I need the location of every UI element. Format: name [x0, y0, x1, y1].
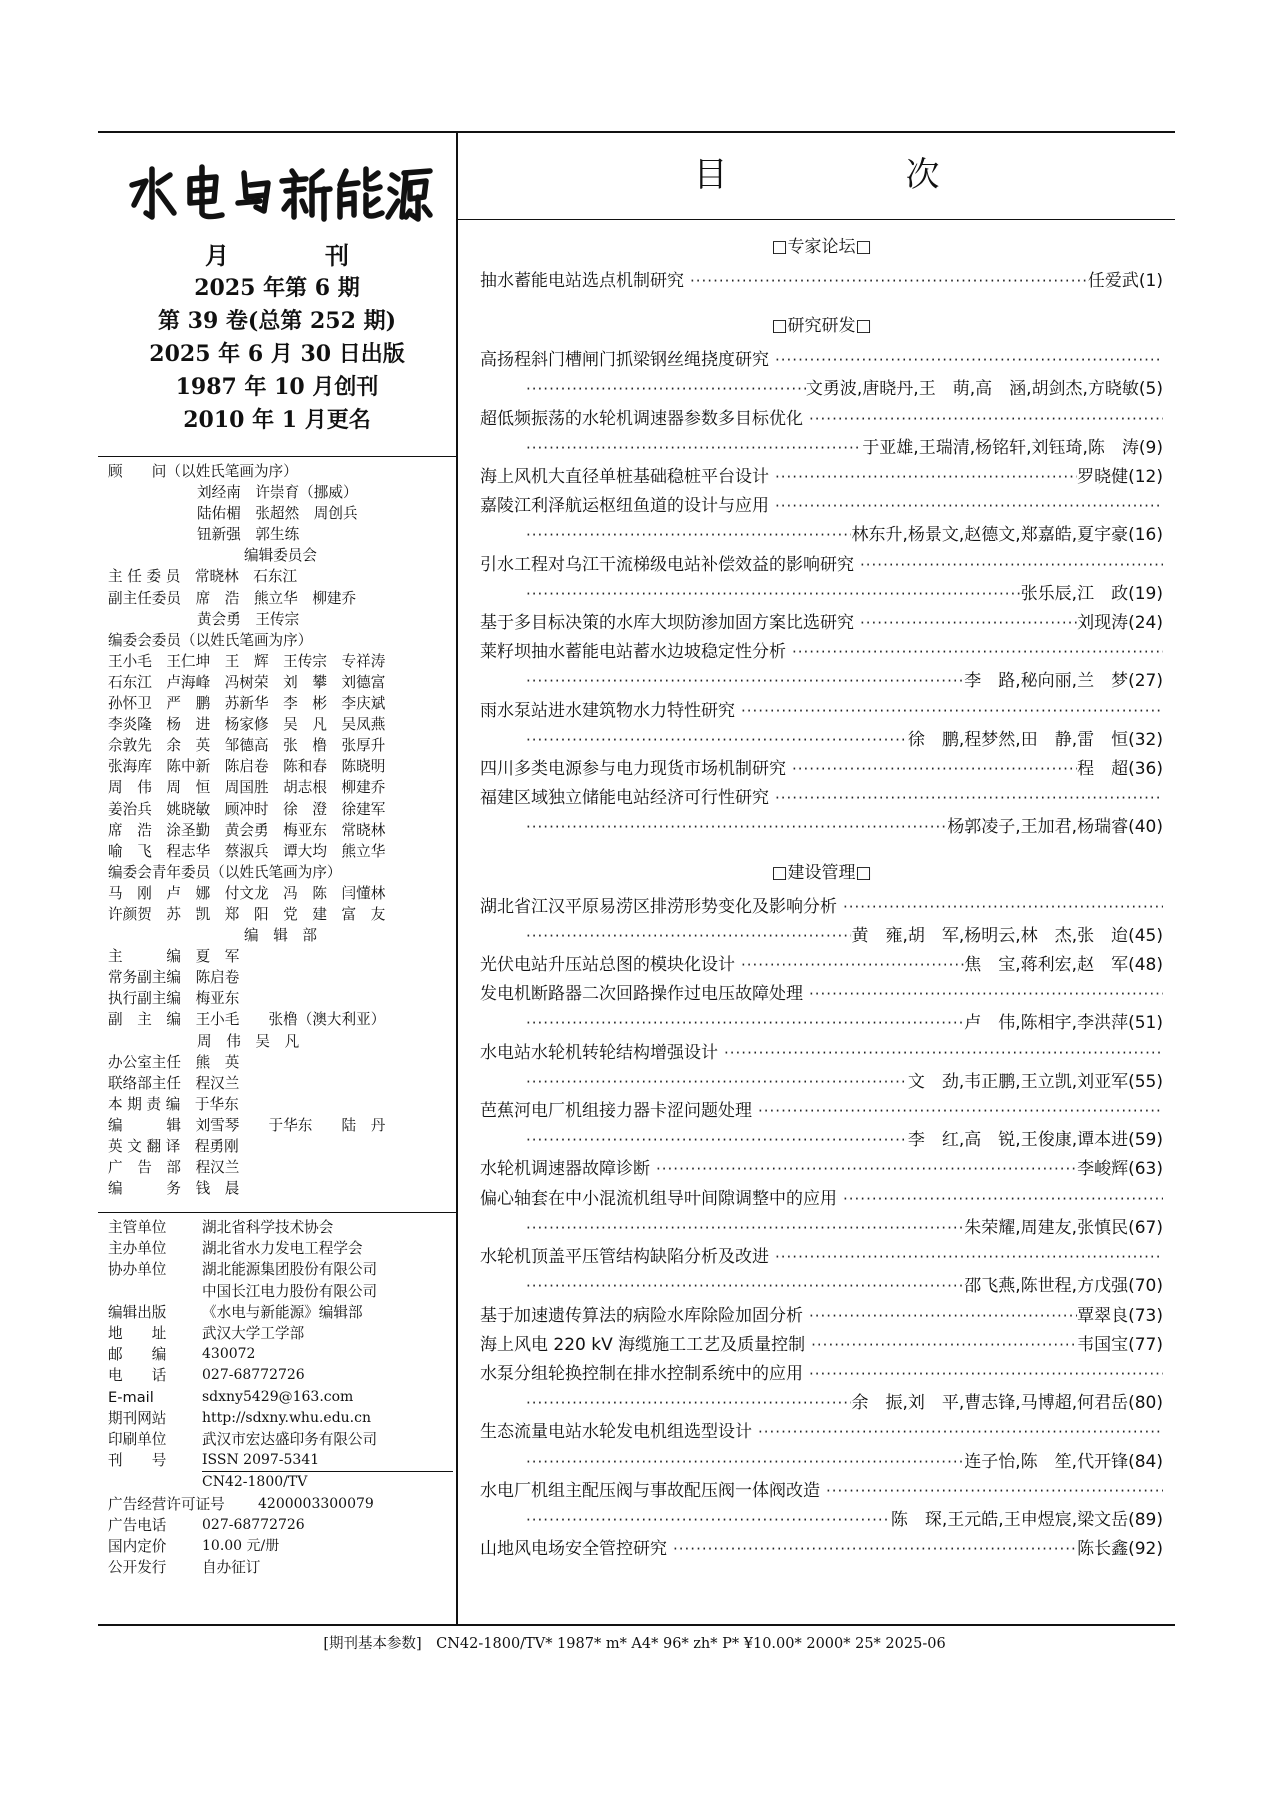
board-line: 副主任委员 席 浩 熊立华 柳建乔 — [108, 589, 357, 607]
board-line: 顾 问（以姓氏笔画为序） — [108, 463, 298, 480]
article-title: 水泵分组轮换控制在排水控制系统中的应用 — [480, 1363, 803, 1384]
imprint-value: 430072 — [202, 1346, 256, 1363]
imprint-value: 自办征订 — [202, 1559, 261, 1577]
imprint-label: E-mail — [108, 1388, 154, 1406]
article-authors-page: 卢 伟,陈相宇,李洪萍(51) — [964, 1013, 1163, 1034]
imprint-value: 027-68772726 — [202, 1516, 305, 1533]
leader-dots — [650, 1155, 1077, 1184]
leader-dots — [520, 726, 908, 755]
article-title: 抽水蓄能电站选点机制研究 — [480, 271, 684, 291]
board-line: 钮新强 郭生练 — [197, 526, 300, 544]
toc-entry[interactable] — [480, 1360, 1163, 1418]
article-title: 生态流量电站水轮发电机组选型设计 — [480, 1422, 752, 1443]
imprint-value: 《水电与新能源》编辑部 — [202, 1303, 363, 1321]
imprint-label: 地 址 — [108, 1325, 167, 1343]
imprint-label: 邮 编 — [108, 1346, 167, 1364]
leader-dots — [520, 667, 964, 696]
article-authors-page: 邵飞燕,陈世程,方戊强(70) — [964, 1276, 1163, 1297]
board-line: 编 务 钱 晨 — [108, 1180, 240, 1198]
board-line: 佘敦先 余 英 邹德高 张 橹 张厚升 — [108, 737, 386, 755]
imprint-value: CN42-1800/TV — [202, 1474, 308, 1491]
imprint — [108, 1217, 453, 1578]
leader-dots — [735, 951, 964, 980]
leader-dots — [520, 1506, 891, 1535]
article-authors-page: 徐 鹏,程梦然,田 静,雷 恒(32) — [907, 729, 1163, 750]
editorial-board — [108, 461, 453, 1199]
frequency: 月 刊 — [205, 241, 385, 270]
board-line: 编 辑 部 — [244, 927, 317, 945]
leader-dots — [520, 1389, 851, 1418]
imprint-row — [108, 1515, 453, 1536]
leader-dots — [854, 609, 1077, 638]
article-authors-page: 李 红,高 锐,王俊康,谭本进(59) — [907, 1130, 1163, 1151]
imprint-value: ISSN 2097-5341 — [202, 1450, 453, 1472]
leader-dots — [820, 1477, 1163, 1506]
imprint-label: 公开发行 — [108, 1559, 167, 1577]
leader-dots — [769, 784, 1163, 813]
imprint-label: 编辑出版 — [108, 1303, 167, 1321]
leader-dots — [520, 1214, 964, 1243]
imprint-label: 广告电话 — [108, 1516, 167, 1534]
imprint-row — [108, 1323, 453, 1344]
imprint-row — [108, 1450, 453, 1472]
leader-dots — [520, 1448, 964, 1477]
section-gap — [480, 296, 1163, 306]
toc-entry[interactable] — [480, 1477, 1163, 1535]
board-line: 马 刚 卢 娜 付文龙 冯 陈 闫懂林 — [108, 884, 386, 902]
imprint-value: 湖北省水力发电工程学会 — [202, 1240, 363, 1258]
imprint-value: 中国长江电力股份有限公司 — [202, 1282, 378, 1300]
article-authors-page: 文 劲,韦正鹏,王立凯,刘亚军(55) — [907, 1071, 1163, 1092]
leader-dots — [769, 1243, 1163, 1272]
article-title: 芭蕉河电厂机组接力器卡涩问题处理 — [480, 1101, 752, 1122]
board-line: 办公室主任 熊 英 — [108, 1053, 240, 1071]
article-authors-page: 张乐辰,江 政(19) — [1020, 583, 1163, 604]
article-authors-page: 韦国宝(77) — [1077, 1334, 1163, 1355]
board-line: 主 编 夏 军 — [108, 948, 240, 966]
left-column — [98, 131, 456, 1626]
imprint-label — [108, 1281, 202, 1302]
article-authors-page: 朱荣耀,周建友,张慎民(67) — [964, 1217, 1163, 1238]
toc-entry[interactable] — [480, 1418, 1163, 1476]
imprint-value: 武汉大学工学部 — [202, 1325, 305, 1343]
imprint-label: 广告经营许可证号 — [108, 1495, 225, 1513]
toc-section-title: □研究研发□ — [771, 316, 872, 337]
article-authors-page: 覃翠良(73) — [1077, 1305, 1163, 1326]
toc-entry[interactable] — [480, 609, 1163, 638]
toc-entry[interactable] — [480, 551, 1163, 609]
article-authors-page: 于亚雄,王瑞清,杨铭轩,刘钰琦,陈 涛(9) — [862, 437, 1163, 458]
article-title: 基于多目标决策的水库大坝防渗加固方案比选研究 — [480, 613, 854, 634]
article-authors-page: 罗晓健(12) — [1077, 467, 1163, 488]
toc-entry[interactable] — [480, 492, 1163, 550]
leader-dots — [803, 1302, 1077, 1331]
article-authors-page: 程 超(36) — [1077, 759, 1163, 780]
toc-entry[interactable] — [480, 405, 1163, 463]
imprint-row — [108, 1281, 453, 1302]
article-title: 雨水泵站进水建筑物水力特性研究 — [480, 700, 735, 721]
leader-dots — [520, 580, 1021, 609]
imprint-label: 主办单位 — [108, 1240, 167, 1258]
toc-entry[interactable] — [480, 1039, 1163, 1097]
imprint-label: 期刊网站 — [108, 1409, 167, 1427]
article-authors-page: 杨郭凌子,王加君,杨瑞睿(40) — [947, 817, 1163, 838]
toc-entry[interactable] — [480, 893, 1163, 951]
board-line: 席 浩 涂圣勤 黄会勇 梅亚东 常晓林 — [108, 821, 386, 839]
divider — [98, 1212, 456, 1213]
divider — [458, 219, 1175, 220]
article-title: 水电厂机组主配压阀与事故配压阀一体阀改造 — [480, 1480, 820, 1501]
toc-entry[interactable] — [480, 463, 1163, 492]
toc-entry[interactable] — [480, 755, 1163, 784]
toc-entry[interactable] — [480, 784, 1163, 842]
board-line: 石东江 卢海峰 冯树荣 刘 攀 刘德富 — [108, 673, 386, 691]
board-line: 刘经南 许崇育（挪威） — [197, 484, 358, 502]
imprint-label: 国内定价 — [108, 1538, 167, 1556]
board-line: 喻 飞 程志华 蔡淑兵 谭大均 熊立华 — [108, 842, 386, 860]
article-authors-page: 陈 琛,王元皓,王申煜宸,梁文岳(89) — [890, 1509, 1163, 1530]
leader-dots — [667, 1535, 1077, 1564]
board-line: 副 主 编 王小毛 张橹（澳大利亚） — [108, 1011, 386, 1029]
leader-dots — [786, 638, 1163, 667]
imprint-value: 湖北省科学技术协会 — [202, 1219, 334, 1236]
issue-number: 2025 年第 6 期 — [194, 275, 360, 301]
toc-entry[interactable] — [480, 1155, 1163, 1184]
section-gap — [480, 843, 1163, 853]
imprint-row — [108, 1494, 453, 1515]
article-title: 嘉陵江利泽航运枢纽鱼道的设计与应用 — [480, 496, 769, 517]
imprint-row — [108, 1472, 453, 1493]
article-authors-page: 李 路,秘向丽,兰 梦(27) — [964, 671, 1163, 692]
article-title: 引水工程对乌江干流梯级电站补偿效益的影响研究 — [480, 554, 854, 575]
imprint-row — [108, 1408, 453, 1429]
leader-dots — [803, 405, 1163, 434]
renamed-date: 2010 年 1 月更名 — [183, 407, 371, 433]
article-title: 湖北省江汉平原易涝区排涝形势变化及影响分析 — [480, 896, 837, 917]
article-title: 莱籽坝抽水蓄能电站蓄水边坡稳定性分析 — [480, 642, 786, 663]
article-authors-page: 黄 雍,胡 军,杨明云,林 杰,张 迨(45) — [851, 925, 1163, 946]
board-line: 编委会委员（以姓氏笔画为序） — [108, 631, 313, 649]
imprint-value: 10.00 元/册 — [202, 1538, 280, 1555]
publication-info — [98, 239, 456, 437]
toc-entry[interactable] — [480, 346, 1163, 404]
board-line: 本 期 责 编 于华东 — [108, 1095, 239, 1113]
article-authors-page: 李峻辉(63) — [1077, 1159, 1163, 1180]
leader-dots — [520, 1126, 908, 1155]
leader-dots — [805, 1331, 1077, 1360]
board-line: 编辑委员会 — [244, 547, 317, 565]
table-of-contents — [480, 227, 1163, 1564]
board-line: 编委会青年委员（以姓氏笔画为序） — [108, 863, 342, 881]
article-authors-page: 连子怡,陈 笙,代开锋(84) — [964, 1451, 1163, 1472]
imprint-label: 协办单位 — [108, 1261, 167, 1279]
leader-dots — [520, 434, 862, 463]
toc-entry[interactable] — [480, 638, 1163, 696]
article-title: 基于加速遗传算法的病险水库除险加固分析 — [480, 1305, 803, 1326]
leader-dots — [520, 375, 806, 404]
article-title: 偏心轴套在中小混流机组导叶间隙调整中的应用 — [480, 1188, 837, 1209]
imprint-label: 主管单位 — [108, 1219, 167, 1236]
article-title: 水轮机调速器故障诊断 — [480, 1159, 650, 1180]
article-title: 水电站水轮机转轮结构增强设计 — [480, 1042, 718, 1063]
leader-dots — [684, 267, 1088, 296]
board-line: 常务副主编 陈启卷 — [108, 969, 240, 987]
leader-dots — [735, 697, 1163, 726]
imprint-value: sdxny5429@163.com — [202, 1388, 354, 1405]
leader-dots — [769, 346, 1163, 375]
volume-number: 第 39 卷(总第 252 期) — [158, 308, 396, 334]
board-line: 王小毛 王仁坤 王 辉 王传宗 专祥涛 — [108, 652, 386, 670]
imprint-row — [108, 1365, 453, 1386]
article-authors-page: 余 振,刘 平,曹志锋,马博超,何君岳(80) — [851, 1393, 1163, 1414]
article-authors-page: 文勇波,唐晓丹,王 萌,高 涵,胡剑杰,方晓敏(5) — [805, 379, 1163, 400]
board-line: 李炎隆 杨 进 杨家修 吴 凡 吴凤燕 — [108, 716, 386, 734]
imprint-row — [108, 1302, 453, 1323]
article-title: 高扬程斜门槽闸门抓梁钢丝绳挠度研究 — [480, 350, 769, 371]
toc-heading: 目 次 — [693, 155, 1012, 195]
toc-entry[interactable] — [480, 267, 1163, 296]
toc-section-title: □专家论坛□ — [771, 237, 872, 257]
toc-entry[interactable] — [480, 951, 1163, 980]
article-title: 山地风电场安全管控研究 — [480, 1539, 667, 1560]
journal-parameters: [期刊基本参数] CN42-1800/TV* 1987* m* A4* 96* zh* P* ¥10.00* 2000* 25* 2025-06 — [323, 1636, 946, 1652]
board-line: 广 告 部 程汉兰 — [108, 1159, 240, 1177]
toc-entry[interactable] — [480, 697, 1163, 755]
leader-dots — [752, 1418, 1163, 1447]
page — [98, 131, 1175, 1626]
leader-dots — [520, 1272, 964, 1301]
toc-entry[interactable] — [480, 980, 1163, 1038]
board-line: 英 文 翻 译 程勇刚 — [108, 1138, 239, 1155]
board-line: 编 辑 刘雪琴 于华东 陆 丹 — [108, 1116, 386, 1134]
toc-entry[interactable] — [480, 1097, 1163, 1155]
article-authors-page: 刘现涛(24) — [1077, 613, 1163, 634]
leader-dots — [854, 551, 1163, 580]
article-title: 海上风电 220 kV 海缆施工工艺及质量控制 — [480, 1334, 806, 1355]
article-authors-page: 焦 宝,蒋利宏,赵 军(48) — [964, 955, 1163, 976]
article-title: 发电机断路器二次回路操作过电压故障处理 — [480, 984, 803, 1005]
leader-dots — [520, 1009, 964, 1038]
leader-dots — [786, 755, 1077, 784]
imprint-value: 湖北能源集团股份有限公司 — [202, 1261, 378, 1279]
leader-dots — [520, 922, 851, 951]
toc-entry[interactable] — [480, 1243, 1163, 1301]
board-line: 黄会勇 王传宗 — [197, 610, 300, 628]
article-title: 四川多类电源参与电力现货市场机制研究 — [480, 759, 786, 780]
leader-dots — [769, 463, 1077, 492]
leader-dots — [837, 893, 1163, 922]
board-line: 周 伟 周 恒 周国胜 胡志根 柳建乔 — [108, 779, 386, 797]
imprint-label: 印刷单位 — [108, 1431, 167, 1449]
article-authors-page: 任爱武(1) — [1087, 271, 1163, 291]
leader-dots — [520, 1068, 908, 1097]
right-column — [458, 131, 1175, 1626]
toc-entry[interactable] — [480, 1185, 1163, 1243]
leader-dots — [752, 1097, 1163, 1126]
article-title: 超低频振荡的水轮机调速器参数多目标优化 — [480, 408, 803, 429]
board-line: 主 任 委 员 常晓林 石东江 — [108, 568, 298, 586]
journal-logo — [124, 161, 434, 225]
board-line: 周 伟 吴 凡 — [197, 1032, 300, 1050]
imprint-row — [108, 1387, 453, 1408]
imprint-label: 刊 号 — [108, 1452, 167, 1470]
imprint-row — [108, 1217, 453, 1238]
imprint-value: 027-68772726 — [202, 1367, 305, 1384]
article-title: 海上风机大直径单桩基础稳桩平台设计 — [480, 467, 769, 488]
leader-dots — [769, 492, 1163, 521]
leader-dots — [837, 1185, 1163, 1214]
imprint-row — [108, 1238, 453, 1259]
board-line: 孙怀卫 严 鹏 苏新华 李 彬 李庆斌 — [108, 695, 386, 713]
imprint-value: 4200003300079 — [258, 1495, 374, 1512]
imprint-row — [108, 1259, 453, 1280]
board-line: 联络部主任 程汉兰 — [108, 1074, 240, 1092]
leader-dots — [803, 1360, 1163, 1389]
imprint-row — [108, 1557, 453, 1578]
article-title: 水轮机顶盖平压管结构缺陷分析及改进 — [480, 1247, 769, 1268]
founded-date: 1987 年 10 月创刊 — [175, 374, 379, 400]
article-title: 光伏电站升压站总图的模块化设计 — [480, 955, 735, 976]
article-title: 福建区域独立储能电站经济可行性研究 — [480, 788, 769, 809]
imprint-label: 电 话 — [108, 1367, 167, 1385]
publish-date: 2025 年 6 月 30 日出版 — [149, 341, 405, 367]
article-authors-page: 林东升,杨景文,赵德文,郑嘉皓,夏宇豪(16) — [851, 525, 1163, 546]
imprint-value: http://sdxny.whu.edu.cn — [202, 1409, 371, 1426]
imprint-row — [108, 1536, 453, 1557]
board-line: 张海库 陈中新 陈启卷 陈和春 陈晓明 — [108, 758, 386, 776]
leader-dots — [803, 980, 1163, 1009]
imprint-row — [108, 1344, 453, 1365]
board-line: 姜治兵 姚晓敏 顾冲时 徐 澄 徐建军 — [108, 800, 386, 818]
imprint-value: 武汉市宏达盛印务有限公司 — [202, 1431, 378, 1449]
leader-dots — [718, 1039, 1163, 1068]
toc-section-title: □建设管理□ — [771, 862, 872, 883]
leader-dots — [520, 813, 947, 842]
board-line: 许颜贺 苏 凯 郑 阳 党 建 富 友 — [108, 905, 386, 923]
board-line: 执行副主编 梅亚东 — [108, 990, 240, 1008]
leader-dots — [520, 521, 851, 550]
toc-entry[interactable] — [480, 1535, 1163, 1564]
board-line: 陆佑楣 张超然 周创兵 — [197, 505, 358, 523]
divider — [98, 456, 456, 457]
imprint-row — [108, 1429, 453, 1450]
imprint-label — [108, 1472, 202, 1493]
toc-entry[interactable] — [480, 1302, 1163, 1331]
toc-entry[interactable] — [480, 1331, 1163, 1360]
article-authors-page: 陈长鑫(92) — [1077, 1539, 1163, 1560]
